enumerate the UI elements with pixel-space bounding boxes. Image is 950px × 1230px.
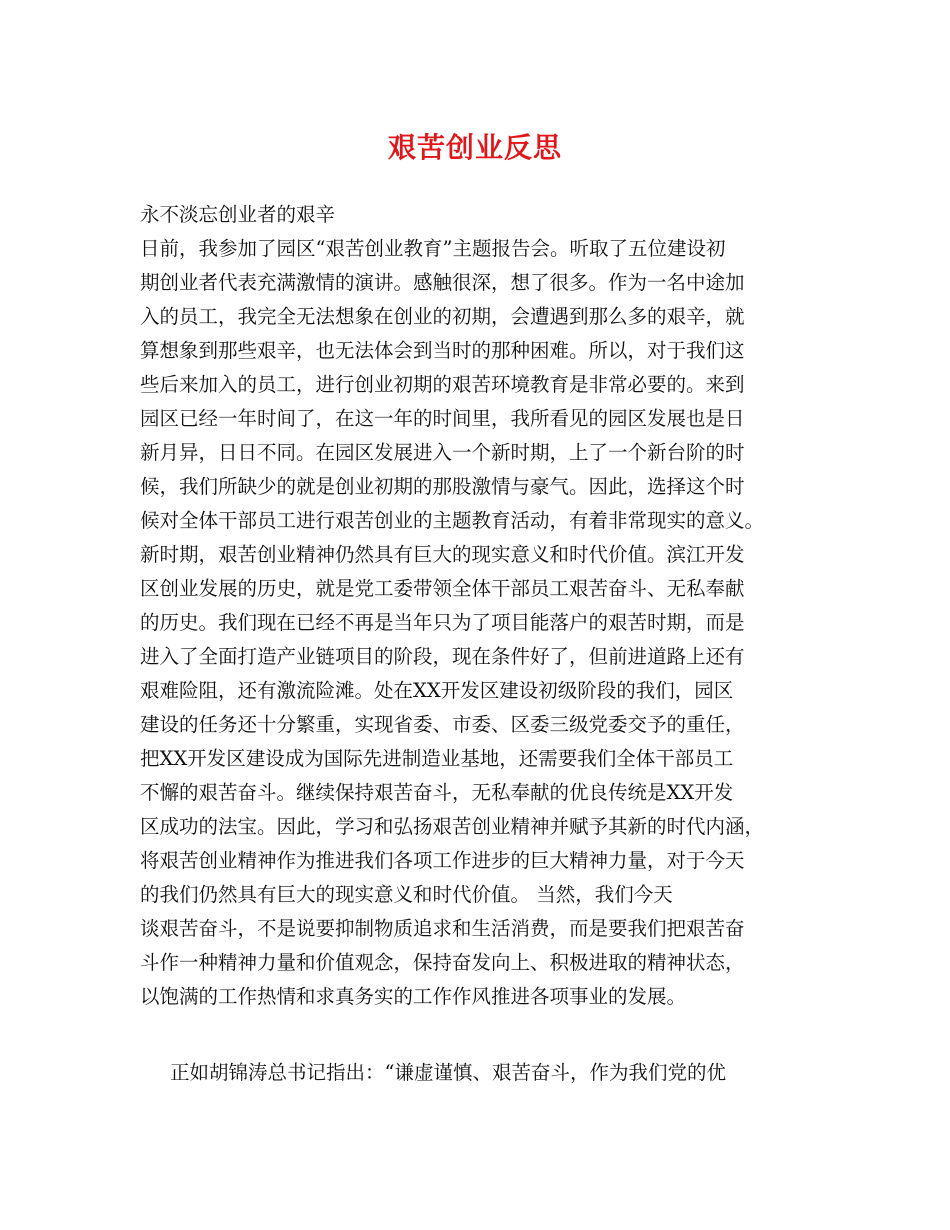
text-line: 园区已经一年时间了，在这一年的时间里，我所看见的园区发展也是日 [140,407,745,430]
text-line: 候对全体干部员工进行艰苦创业的主题教育活动，有着非常现实的意义。 [140,509,765,532]
text-line: 候，我们所缺少的就是创业初期的那股激情与豪气。因此，选择这个时 [140,475,745,498]
text-line: 不懈的艰苦奋斗。继续保持艰苦奋斗，无私奉献的优良传统是XX开发 [140,781,734,804]
text-line: 期创业者代表充满激情的演讲。感触很深，想了很多。作为一名中途加 [140,271,745,294]
text-line: 以饱满的工作热情和求真务实的工作作风推进各项事业的发展。 [140,985,687,1008]
text-line: 谈艰苦奋斗，不是说要抑制物质追求和生活消费，而是要我们把艰苦奋 [140,917,745,940]
text-line: 将艰苦创业精神作为推进我们各项工作进步的巨大精神力量，对于今天 [140,849,745,872]
text-line: 些后来加入的员工，进行创业初期的艰苦环境教育是非常必要的。来到 [140,373,745,396]
text-line: 把XX开发区建设成为国际先进制造业基地，还需要我们全体干部员工 [140,747,734,770]
text-line: 艰难险阻，还有激流险滩。处在XX开发区建设初级阶段的我们，园区 [140,679,734,702]
text-line: 进入了全面打造产业链项目的阶段，现在条件好了，但前进道路上还有 [140,645,745,668]
text-line: 新时期，艰苦创业精神仍然具有巨大的现实意义和时代价值。滨江开发 [140,543,745,566]
text-line: 日前，我参加了园区“艰苦创业教育”主题报告会。听取了五位建设初 [140,237,726,260]
subtitle-line: 永不淡忘创业者的艰辛 [140,203,336,226]
text-line: 的历史。我们现在已经不再是当年只为了项目能落户的艰苦时期，而是 [140,611,745,634]
text-line: 的我们仍然具有巨大的现实意义和时代价值。 当然，我们今天 [140,883,673,906]
text-line: 斗作一种精神力量和价值观念，保持奋发向上、积极进取的精神状态， [140,951,745,974]
text-line: 算想象到那些艰辛，也无法体会到当时的那种困难。所以，对于我们这 [140,339,745,362]
text-line: 区成功的法宝。因此，学习和弘扬艰苦创业精神并赋予其新的时代内涵， [140,815,765,838]
text-line [140,1014,830,1048]
document-body [140,198,830,1090]
text-line: 新月异，日日不同。在园区发展进入一个新时期，上了一个新台阶的时 [140,441,745,464]
document-title: 艰苦创业反思 [387,131,562,164]
last-paragraph-line: 正如胡锦涛总书记指出：“谦虚谨慎、艰苦奋斗，作为我们党的优 [170,1061,726,1084]
text-line: 建设的任务还十分繁重，实现省委、市委、区委三级党委交予的重任， [140,713,745,736]
text-line: 入的员工，我完全无法想象在创业的初期，会遭遇到那么多的艰辛，就 [140,305,745,328]
text-line: 区创业发展的历史，就是党工委带领全体干部员工艰苦奋斗、无私奉献 [140,577,745,600]
